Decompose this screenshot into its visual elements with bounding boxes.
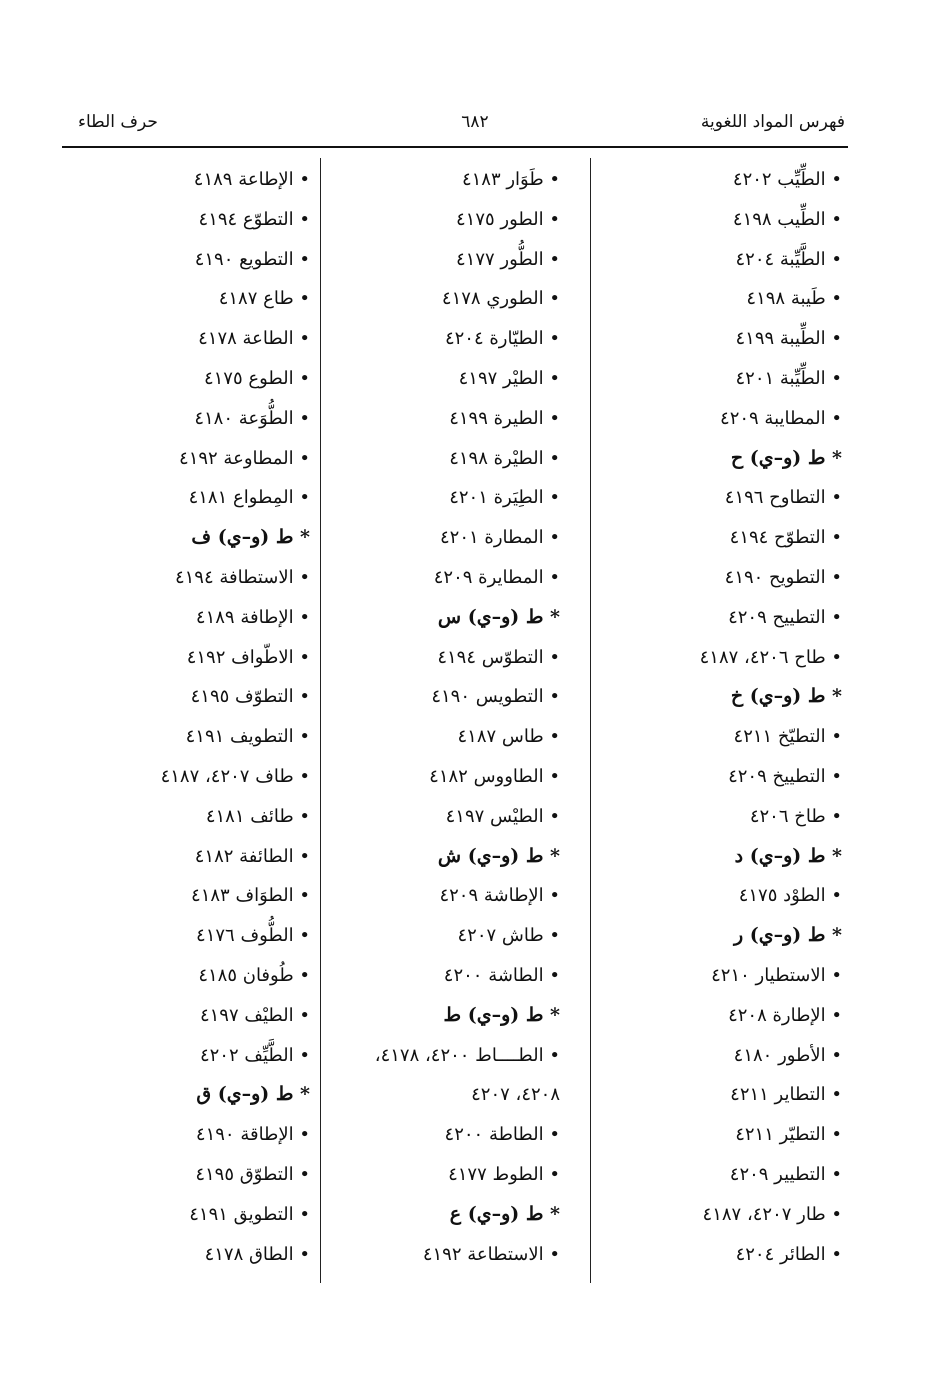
index-entry: • التطيّر ٤٢١١ xyxy=(735,1124,842,1146)
root-heading: * ط (و–ي) ش xyxy=(437,844,560,867)
index-entry: • الطائر ٤٢٠٤ xyxy=(735,1243,842,1265)
index-column-2 xyxy=(320,160,560,1274)
root-heading: * ط (و–ي) ع xyxy=(449,1202,560,1225)
index-entry: • الطيّارة ٤٢٠٤ xyxy=(444,328,560,350)
index-entry: • الطوط ٤١٧٧ xyxy=(448,1163,560,1185)
index-entry: • طاح ٤٢٠٦، ٤١٨٧ xyxy=(699,646,842,668)
index-entry: • طاخ ٤٢٠٦ xyxy=(749,805,842,827)
index-entry: • التطاير ٤٢١١ xyxy=(730,1084,842,1106)
index-entry: • الطيْرة ٤١٩٨ xyxy=(449,447,560,469)
index-entry: • المِطواع ٤١٨١ xyxy=(188,487,310,509)
index-entry: • الطاعة ٤١٧٨ xyxy=(198,328,310,350)
index-entry: • الإطاعة ٤١٨٩ xyxy=(193,169,310,190)
index-column-3 xyxy=(70,160,310,1274)
index-entry: • الطور ٤١٧٥ xyxy=(456,208,560,230)
root-heading: * ط (و–ي) ط xyxy=(443,1003,560,1026)
index-entry: • الطوع ٤١٧٥ xyxy=(203,367,310,389)
index-entry: • الطِّيبة ٤١٩٩ xyxy=(735,328,842,350)
header-rule xyxy=(62,146,848,148)
index-entry: • التطويف ٤١٩١ xyxy=(185,726,310,748)
index-entry: • الاستطاعة ٤١٩٢ xyxy=(422,1243,560,1265)
index-entry: • الطَّيِّبة ٤٢٠٤ xyxy=(735,248,842,270)
index-entry: • التطويق ٤١٩١ xyxy=(189,1203,310,1225)
index-entry: • الطيرة ٤١٩٩ xyxy=(449,407,560,429)
index-entry: • الطِّيِّبة ٤٢٠١ xyxy=(735,367,842,389)
index-entry: • طَوَار ٤١٨٣ xyxy=(461,169,560,190)
index-entry: • التطوّع ٤١٩٤ xyxy=(198,208,310,230)
index-entry: • طاع ٤١٨٧ xyxy=(218,288,310,310)
root-heading: * ط (و–ي) د xyxy=(734,844,842,867)
index-entry: • التطويس ٤١٩٠ xyxy=(431,686,560,708)
running-head-section: حرف الطاء xyxy=(78,112,158,132)
index-entry: • الطُّور ٤١٧٧ xyxy=(456,248,560,270)
index-entry: • التطيّخ ٤٢١١ xyxy=(733,726,842,748)
index-entry: • الطُّوَعة ٤١٨٠ xyxy=(194,407,310,429)
index-entry: • الطاووس ٤١٨٢ xyxy=(429,765,560,787)
index-entry: • الاطّواف ٤١٩٢ xyxy=(186,646,310,668)
index-entry: • الطيْس ٤١٩٧ xyxy=(445,805,560,827)
index-entry: • التطوّف ٤١٩٥ xyxy=(190,686,310,708)
index-entry: • الطيْف ٤١٩٧ xyxy=(199,1004,310,1026)
index-entry: • التطوّس ٤١٩٤ xyxy=(437,646,560,668)
index-entry: • التطوّح ٤١٩٤ xyxy=(729,527,842,549)
index-entry: • الطــــاط ٤٢٠٠، ٤١٧٨، xyxy=(374,1044,560,1066)
index-entry: • المطارة ٤٢٠١ xyxy=(440,527,560,549)
index-entry: • التطاوح ٤١٩٦ xyxy=(724,487,842,509)
index-entry: • الإطاشة ٤٢٠٩ xyxy=(439,885,560,907)
index-entry: • طار ٤٢٠٧، ٤١٨٧ xyxy=(702,1203,842,1225)
index-entry: • الطاطة ٤٢٠٠ xyxy=(444,1124,560,1146)
index-entry: • الطوري ٤١٧٨ xyxy=(441,288,560,310)
column-divider-right xyxy=(590,158,591,1283)
root-heading: * ط (و–ي) ر xyxy=(733,924,842,947)
root-heading: * ط (و–ي) ف xyxy=(191,526,310,549)
index-column-1 xyxy=(602,160,842,1274)
index-entry: • التطيير ٤٢٠٩ xyxy=(729,1163,842,1185)
index-entry: • الاستطيار ٤٢١٠ xyxy=(711,964,842,986)
index-entry: • الاستطافة ٤١٩٤ xyxy=(174,566,310,588)
running-head-title: فهرس المواد اللغوية xyxy=(700,112,845,132)
index-entry: • الطِّيب ٤١٩٨ xyxy=(732,208,842,230)
index-entry: • المطايرة ٤٢٠٩ xyxy=(433,566,560,588)
index-entry: • التطوّق ٤١٩٥ xyxy=(195,1163,310,1185)
index-entry: • طُوفان ٤١٨٥ xyxy=(198,964,310,986)
index-entry: • الطاق ٤١٧٨ xyxy=(204,1243,310,1265)
index-entry: • المطاوعة ٤١٩٢ xyxy=(179,447,310,469)
index-entry: • التطويع ٤١٩٠ xyxy=(194,248,310,270)
index-entry: • الطاشة ٤٢٠٠ xyxy=(443,964,560,986)
index-entry: • الطَّيِّف ٤٢٠٢ xyxy=(199,1044,310,1066)
index-entry: • التطييخ ٤٢٠٩ xyxy=(728,765,842,787)
index-entry: • طائف ٤١٨١ xyxy=(205,805,310,827)
index-entry: • التطويح ٤١٩٠ xyxy=(724,566,842,588)
index-entry: • الطِّيِّب ٤٢٠٢ xyxy=(732,169,842,190)
index-entry: • الطُّوف ٤١٧٦ xyxy=(196,925,310,947)
index-entry: • الطِيَرة ٤٢٠١ xyxy=(449,487,560,509)
index-entry: • الإطاقة ٤١٩٠ xyxy=(195,1124,310,1146)
page-number: ٦٨٢ xyxy=(461,112,489,132)
root-heading: * ط (و–ي) خ xyxy=(730,685,842,708)
root-heading: * ط (و–ي) س xyxy=(437,605,560,628)
index-entry: • الإطارة ٤٢٠٨ xyxy=(728,1004,842,1026)
index-entry: • الطيْر ٤١٩٧ xyxy=(458,367,560,389)
entry-continuation: ٤٢٠٨، ٤٢٠٧ xyxy=(471,1084,560,1106)
index-entry: • الأطور ٤١٨٠ xyxy=(733,1044,842,1066)
index-entry: • الطوَاف ٤١٨٣ xyxy=(191,885,310,907)
index-entry: • الإطافة ٤١٨٩ xyxy=(195,606,310,628)
index-entry: • طاس ٤١٨٧ xyxy=(457,726,560,748)
index-entry: • طاف ٤٢٠٧، ٤١٨٧ xyxy=(160,765,310,787)
index-entry: • الطوْد ٤١٧٥ xyxy=(738,885,842,907)
index-entry: • المطايبة ٤٢٠٩ xyxy=(720,407,842,429)
index-entry: • طاش ٤٢٠٧ xyxy=(457,925,560,947)
index-entry: • طَيبة ٤١٩٨ xyxy=(746,288,842,310)
root-heading: * ط (و–ي) ق xyxy=(196,1083,310,1106)
index-entry: • التطييح ٤٢٠٩ xyxy=(728,606,842,628)
root-heading: * ط (و–ي) ح xyxy=(730,446,842,469)
index-entry: • الطائفة ٤١٨٢ xyxy=(194,845,310,867)
